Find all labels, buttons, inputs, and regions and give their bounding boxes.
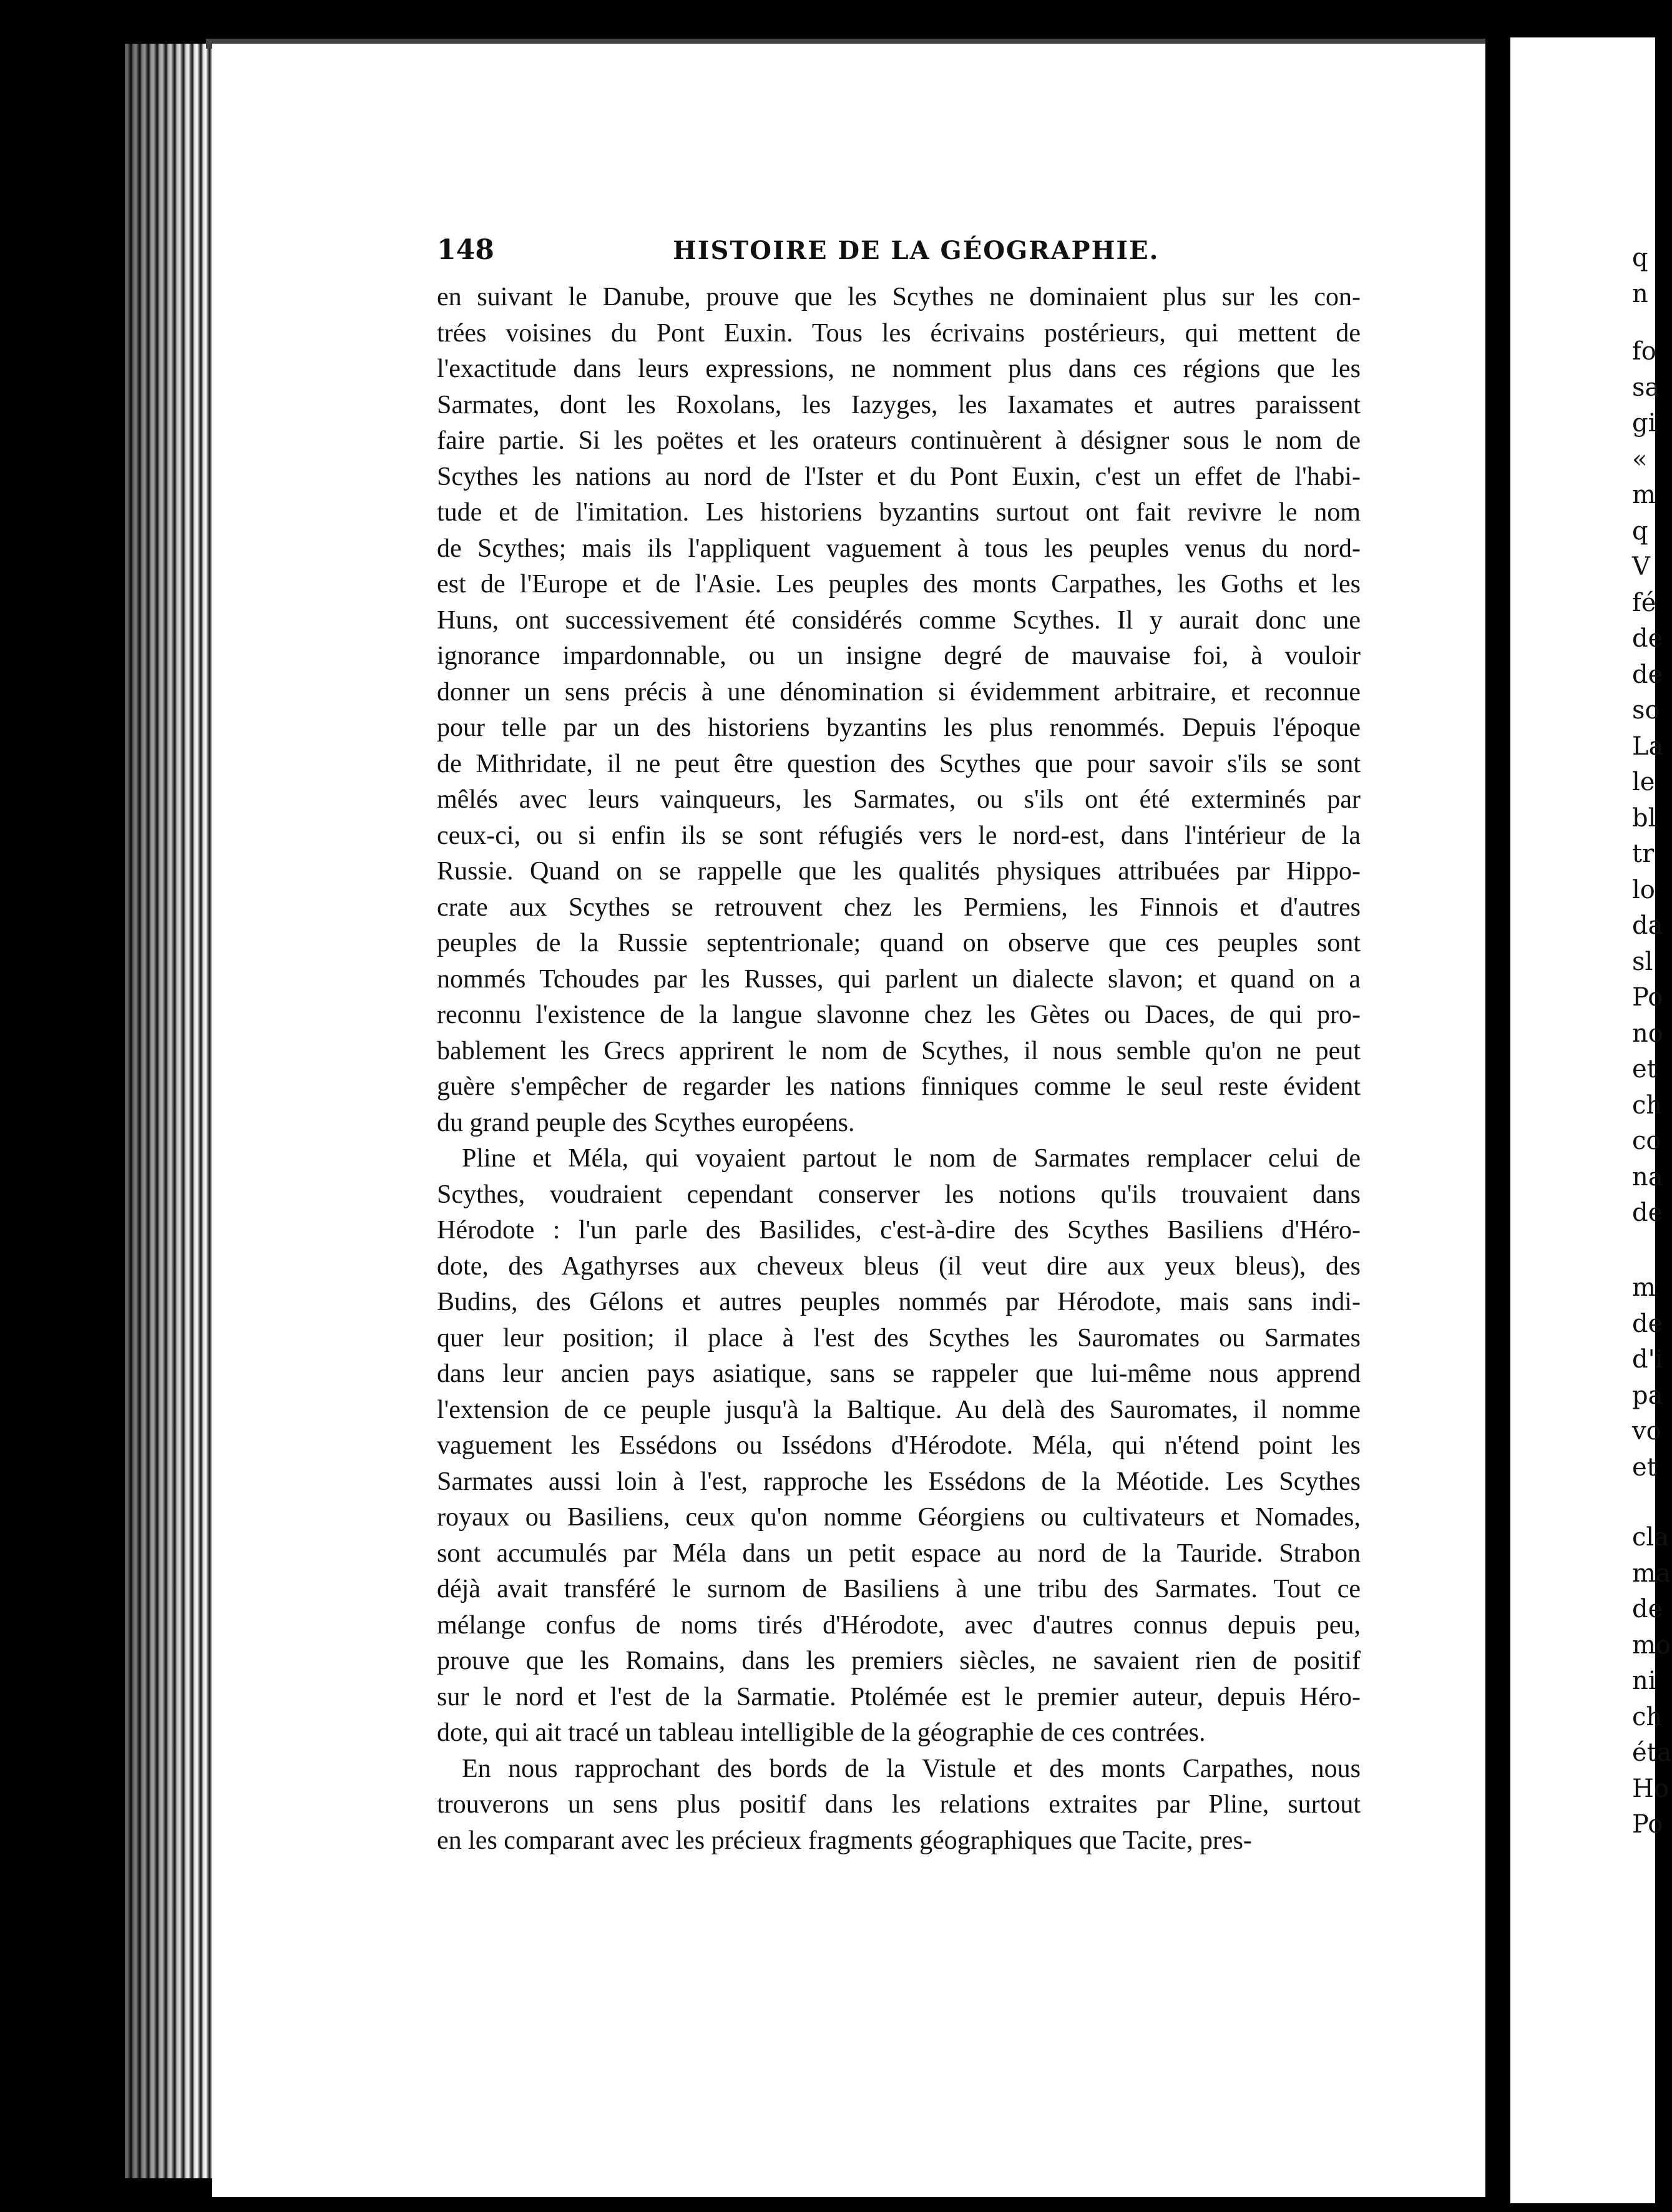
text-line: trouverons un sens plus positif dans les relations extraites par Pline, surtout <box>437 1790 1361 1819</box>
text-line: sont accumulés par Méla dans un petit espace au nord de la Tauride. Strabon <box>437 1539 1361 1568</box>
text-line: nommés Tchoudes par les Russes, qui parlent un dialecte slavon; et quand on a <box>437 964 1361 994</box>
facing-page-fragment: cla <box>1632 1523 1670 1552</box>
text-line: Scythes, voudraient cependant conserver les notions qu'ils trouvaient dans <box>437 1180 1361 1209</box>
text-line: prouve que les Romains, dans les premiers siècles, ne savaient rien de positif <box>437 1647 1361 1675</box>
text-line: mêlés avec leurs vainqueurs, les Sarmates, ou s'ils ont été exterminés par <box>437 785 1361 814</box>
facing-page-fragment: de <box>1632 660 1663 689</box>
text-line: Scythes les nations au nord de l'Ister et du Pont Euxin, c'est un effet de l'habi- <box>437 462 1361 491</box>
facing-page-fragment: bl <box>1632 803 1656 833</box>
facing-page-fragment: Ho <box>1632 1774 1669 1803</box>
facing-page-edge <box>1510 37 1672 2203</box>
text-line: tude et de l'imitation. Les historiens byzantins surtout ont fait revivre le nom <box>437 498 1361 527</box>
facing-page-fragment: sa <box>1632 373 1660 402</box>
text-line: ignorance impardonnable, ou un insigne degré de mauvaise foi, à vouloir <box>437 642 1361 670</box>
facing-page-fragment: Po <box>1632 1810 1663 1839</box>
text-line: trées voisines du Pont Euxin. Tous les écrivains postérieurs, qui mettent de <box>437 318 1361 348</box>
facing-page-fragment: ch <box>1632 1090 1663 1120</box>
text-line: dote, qui ait tracé un tableau intelligible de la géographie de ces contrées. <box>437 1718 1206 1747</box>
text-line: Russie. Quand on se rappelle que les qualités physiques attribuées par Hippo- <box>437 857 1361 886</box>
text-line: du grand peuple des Scythes européens. <box>437 1108 855 1137</box>
facing-page-fragment: gi <box>1632 409 1656 438</box>
facing-page-fragment: de <box>1632 1198 1663 1227</box>
facing-page-fragment: et <box>1632 1452 1657 1482</box>
facing-page-fragment: q <box>1632 243 1648 272</box>
text-line: de Mithridate, il ne peut être question des Scythes que pour savoir s'ils se sont <box>437 749 1361 778</box>
text-line: mélange confus de noms tirés d'Hérodote, avec d'autres connus depuis peu, <box>437 1610 1361 1640</box>
facing-page-fragment: so <box>1632 696 1660 725</box>
facing-page-fragment: co <box>1632 1127 1661 1155</box>
facing-page-fragment: le <box>1632 768 1655 796</box>
text-line: vaguement les Essédons ou Issédons d'Hérodote. Méla, qui n'étend point les <box>437 1431 1361 1460</box>
facing-page-fragment: ch <box>1632 1702 1663 1731</box>
text-line: faire partie. Si les poëtes et les orateurs continuèrent à désigner sous le nom de <box>437 426 1361 455</box>
text-line: Pline et Méla, qui voyaient partout le nom de Sarmates remplacer celui de <box>462 1144 1361 1173</box>
text-line: peuples de la Russie septentrionale; quand on observe que ces peuples sont <box>437 929 1361 957</box>
facing-page-fragment: ma <box>1632 1559 1671 1588</box>
facing-page-fragment: ni <box>1632 1666 1656 1695</box>
text-line: en les comparant avec les précieux fragments géographiques que Tacite, pres- <box>437 1826 1252 1855</box>
text-line: Sarmates aussi loin à l'est, rapproche les Essédons de la Méotide. Les Scythes <box>437 1467 1361 1496</box>
text-line: dote, des Agathyrses aux cheveux bleus (il veut dire aux yeux bleus), des <box>437 1251 1361 1281</box>
facing-page-fragment: et <box>1632 1055 1657 1084</box>
facing-page-fragment: pa <box>1632 1381 1663 1410</box>
page-number: 148 <box>437 234 494 266</box>
facing-page-fragment: lo <box>1632 875 1655 904</box>
facing-page-fragment: « <box>1632 444 1648 474</box>
facing-page-fragment: no <box>1632 1019 1663 1048</box>
running-title: HISTOIRE DE LA GÉOGRAPHIE. <box>673 236 1160 265</box>
book-page-edges <box>125 44 225 2178</box>
text-line: bablement les Grecs apprirent le nom de Scythes, il nous semble qu'on ne peut <box>437 1036 1361 1065</box>
facing-page-fragment: na <box>1632 1162 1663 1192</box>
text-line: déjà avait transféré le surnom de Basiliens à une tribu des Sarmates. Tout ce <box>437 1575 1361 1603</box>
text-line: Sarmates, dont les Roxolans, les Iazyges, les Iaxamates et autres paraissent <box>437 390 1361 419</box>
facing-page-fragment: fo <box>1632 337 1656 366</box>
text-line: donner un sens précis à une dénomination si évidemment arbitraire, et reconnue <box>437 677 1361 707</box>
facing-page-fragment: de <box>1632 624 1663 653</box>
text-line: crate aux Scythes se retrouvent chez les Permiens, les Finnois et d'autres <box>437 893 1361 922</box>
facing-page-fragment: éta <box>1632 1738 1672 1767</box>
text-line: Hérodote : l'un parle des Basilides, c'est-à-dire des Scythes Basiliens d'Héro- <box>437 1216 1361 1245</box>
facing-page-fragment: vo <box>1632 1417 1661 1446</box>
text-line: Budins, des Gélons et autres peuples nommés par Hérodote, mais sans indi- <box>437 1288 1361 1316</box>
facing-page-fragment: m <box>1632 481 1656 509</box>
text-line: guère s'empêcher de regarder les nations finniques comme le seul reste évident <box>437 1072 1361 1101</box>
facing-page-fragment: fé <box>1632 588 1656 617</box>
facing-page-fragment: Po <box>1632 983 1663 1012</box>
text-line: reconnu l'existence de la langue slavonne chez les Gètes ou Daces, de qui pro- <box>437 1001 1361 1029</box>
text-line: dans leur ancien pays asiatique, sans se rappeler que lui-même nous apprend <box>437 1359 1361 1388</box>
text-line: sur le nord et l'est de la Sarmatie. Ptolémée est le premier auteur, depuis Héro- <box>437 1682 1361 1711</box>
text-line: royaux ou Basiliens, ceux qu'on nomme Géorgiens ou cultivateurs et Nomades, <box>437 1503 1361 1532</box>
text-line: Huns, ont successivement été considérés comme Scythes. Il y aurait donc une <box>437 605 1361 635</box>
text-line: l'exactitude dans leurs expressions, ne nomment plus dans ces régions que les <box>437 355 1361 383</box>
facing-page-fragment: n <box>1632 280 1648 308</box>
facing-page-fragment: de <box>1632 1595 1663 1623</box>
facing-page-fragment: mo <box>1632 1630 1671 1660</box>
facing-page-fragment: de <box>1632 1309 1663 1338</box>
text-line: En nous rapprochant des bords de la Vistule et des monts Carpathes, nous <box>462 1754 1361 1783</box>
facing-page-fragment: La <box>1632 732 1664 761</box>
page-body <box>437 280 1361 1859</box>
text-line: quer leur position; il place à l'est des Scythes les Sauromates ou Sarmates <box>437 1323 1361 1353</box>
facing-page-fragment: V <box>1632 552 1650 581</box>
facing-page-fragment: m <box>1632 1273 1656 1302</box>
facing-page-fragment: sl <box>1632 947 1653 976</box>
text-line: est de l'Europe et de l'Asie. Les peuples des monts Carpathes, les Goths et les <box>437 570 1361 599</box>
text-line: pour telle par un des historiens byzantins les plus renommés. Depuis l'époque <box>437 713 1361 742</box>
text-line: ceux-ci, ou si enfin ils se sont réfugiés vers le nord-est, dans l'intérieur de la <box>437 821 1361 850</box>
facing-page-fragment: tr <box>1632 839 1655 868</box>
facing-page-fragment: q <box>1632 516 1648 546</box>
text-line: l'extension de ce peuple jusqu'à la Baltique. Au delà des Sauromates, il nomme <box>437 1395 1361 1424</box>
text-line: de Scythes; mais ils l'appliquent vaguement à tous les peuples venus du nord- <box>437 534 1361 563</box>
facing-page-fragment: d'i <box>1632 1345 1663 1374</box>
text-line: en suivant le Danube, prouve que les Scythes ne dominaient plus sur les con- <box>437 283 1361 311</box>
facing-page-fragment: da <box>1632 911 1663 940</box>
